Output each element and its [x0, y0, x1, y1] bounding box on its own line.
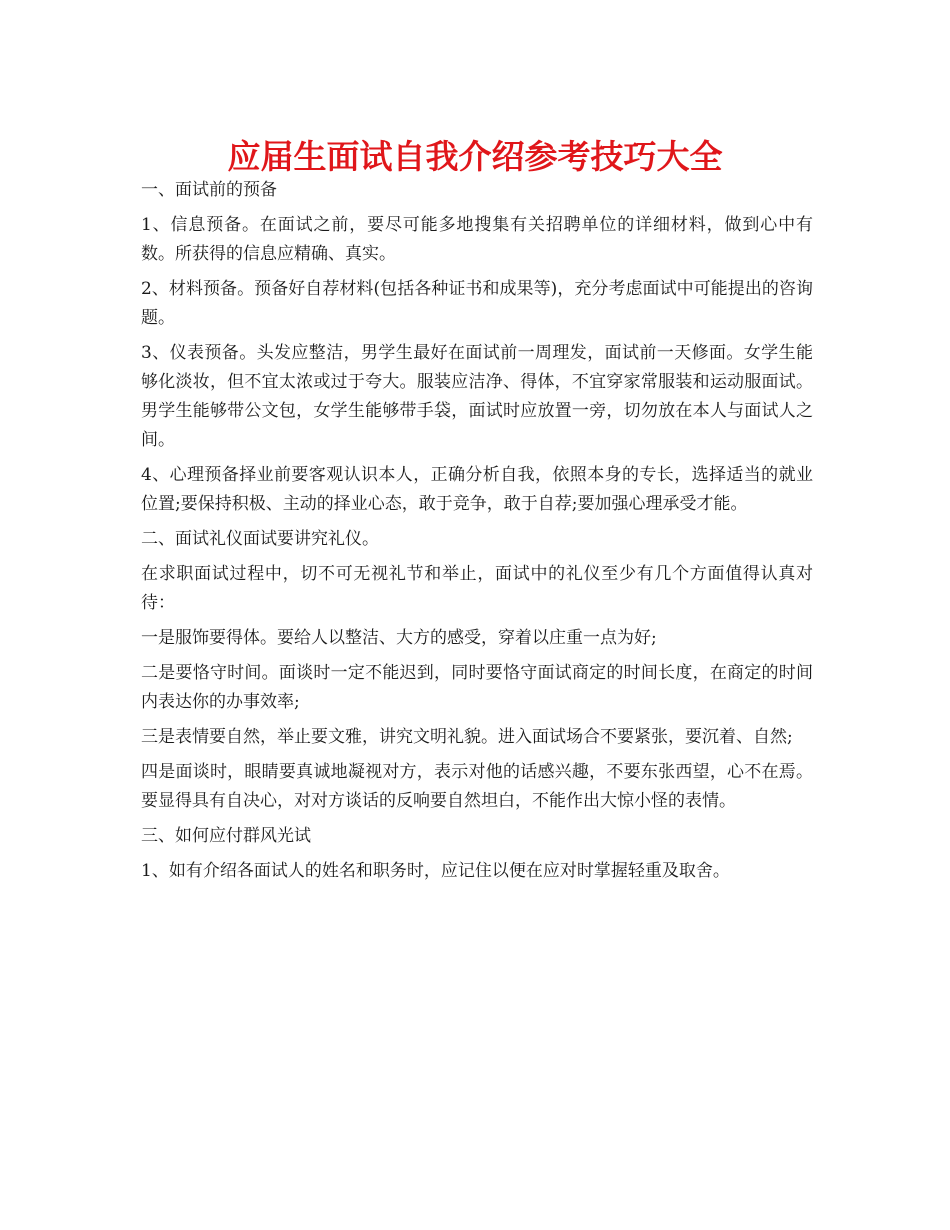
paragraph: 四是面谈时，眼睛要真诚地凝视对方，表示对他的话感兴趣，不要东张西望，心不在焉。要显得具有自决心，对对方谈话的反响要自然坦白，不能作出大惊小怪的表情。: [141, 762, 813, 811]
paragraph: 一是服饰要得体。要给人以整洁、大方的感受，穿着以庄重一点为好;: [141, 628, 657, 648]
paragraph: 二是要恪守时间。面谈时一定不能迟到，同时要恪守面试商定的时间长度，在商定的时间内表达你的办事效率;: [141, 663, 813, 712]
paragraph: 1、信息预备。在面试之前，要尽可能多地搜集有关招聘单位的详细材料，做到心中有数。所获得的信息应精确、真实。: [141, 215, 813, 264]
paragraph: 在求职面试过程中，切不可无视礼节和举止，面试中的礼仪至少有几个方面值得认真对待：: [141, 564, 813, 613]
section-heading: 三、如何应付群风光试: [141, 826, 311, 846]
paragraph: 4、心理预备择业前要客观认识本人，正确分析自我，依照本身的专长，选择适当的就业位置;要保持积极、主动的择业心态，敢于竞争，敢于自荐;要加强心理承受才能。: [141, 465, 813, 514]
document-title: 应届生面试自我介绍参考技巧大全: [227, 137, 723, 176]
paragraph: 三是表情要自然，举止要文雅，讲究文明礼貌。进入面试场合不要紧张，要沉着、自然;: [141, 727, 793, 747]
paragraph: 3、仪表预备。头发应整洁，男学生最好在面试前一周理发，面试前一天修面。女学生能够化淡妆，但不宜太浓或过于夸大。服装应洁净、得体，不宜穿家常服装和运动服面试。男学生能够带公文包，女学生能够带手袋，面试时应放置一旁，切勿放在本人与面试人之间。: [141, 343, 813, 450]
section-heading: 一、面试前的预备: [141, 180, 277, 200]
paragraph: 2、材料预备。预备好自荐材料(包括各种证书和成果等)，充分考虑面试中可能提出的咨询题。: [141, 279, 813, 328]
paragraph: 1、如有介绍各面试人的姓名和职务时，应记住以便在应对时掌握轻重及取舍。: [141, 861, 730, 881]
document-body: [141, 176, 813, 892]
section-heading: 二、面试礼仪面试要讲究礼仪。: [141, 529, 379, 549]
